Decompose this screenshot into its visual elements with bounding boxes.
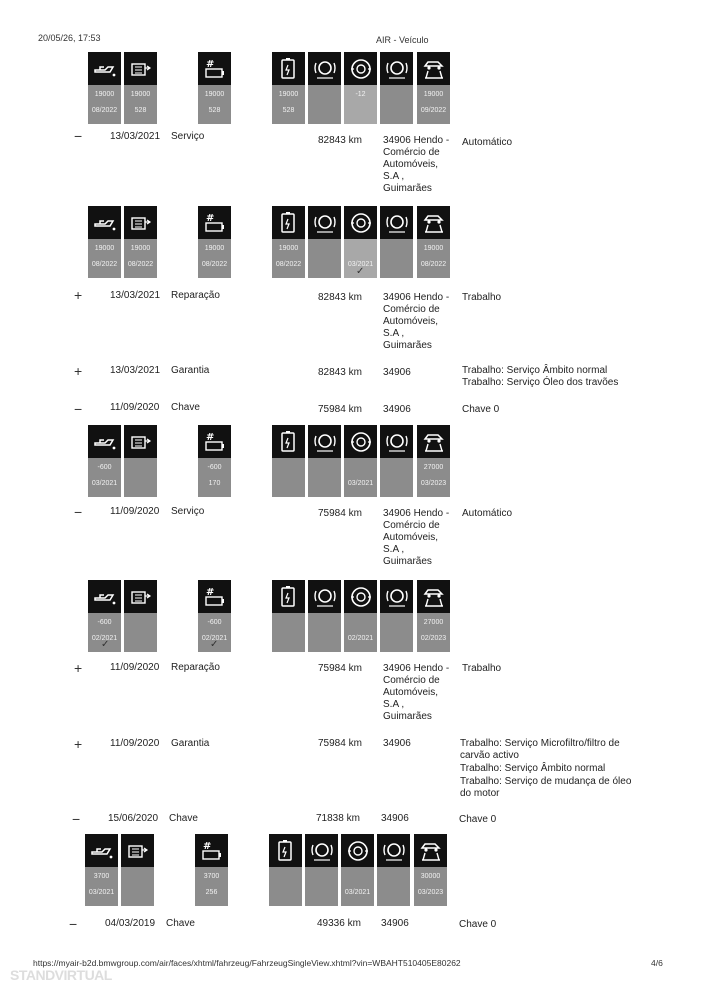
row-type: Garantia bbox=[171, 365, 210, 376]
service-tile-brake-rear bbox=[377, 834, 410, 906]
row-km: 75984 km bbox=[318, 738, 362, 749]
row-date: 11/09/2020 bbox=[110, 402, 160, 413]
row-note: Trabalho: Serviço Âmbito normal bbox=[462, 365, 608, 376]
service-tile-oil: -600 03/2021 bbox=[88, 425, 121, 497]
ventilation-filter-icon bbox=[202, 210, 228, 236]
check-mark: ✓ bbox=[101, 639, 110, 650]
page-title: AIR - Veículo bbox=[376, 35, 429, 45]
service-tile-brake-front bbox=[305, 834, 338, 906]
brake-disc-icon bbox=[348, 584, 374, 610]
brake-front-icon bbox=[312, 56, 338, 82]
service-tile-battery bbox=[269, 834, 302, 906]
service-tile-brake-disc: -12 bbox=[344, 52, 377, 124]
row-type: Chave bbox=[166, 918, 195, 929]
row-dealer: 34906 Hendo - Comércio de Automóveis, S.A , Guimarães bbox=[383, 663, 450, 722]
collapse-toggle[interactable]: − bbox=[74, 401, 83, 417]
battery-icon bbox=[276, 56, 302, 82]
ventilation-filter-icon bbox=[202, 584, 228, 610]
ventilation-filter-icon bbox=[202, 56, 228, 82]
collapse-toggle[interactable]: − bbox=[74, 504, 83, 520]
battery-icon bbox=[276, 429, 302, 455]
row-dealer: 34906 bbox=[381, 918, 409, 929]
brake-rear-icon bbox=[384, 584, 410, 610]
row-km: 82843 km bbox=[318, 367, 362, 378]
row-note: Chave 0 bbox=[459, 919, 497, 930]
service-tile-brake-front bbox=[308, 580, 341, 652]
service-tile-oil: -600 02/2021 bbox=[88, 580, 121, 652]
service-tile-vehicle-check: 27000 03/2023 bbox=[417, 425, 450, 497]
oil-can-icon bbox=[92, 56, 118, 82]
row-type: Chave bbox=[169, 813, 198, 824]
row-type: Chave bbox=[171, 402, 200, 413]
oil-can-icon bbox=[92, 429, 118, 455]
row-note: Trabalho: Serviço Âmbito normal bbox=[460, 763, 606, 774]
service-tile-battery: 19000 528 bbox=[272, 52, 305, 124]
check-mark: ✓ bbox=[210, 639, 219, 650]
brake-disc-icon bbox=[348, 56, 374, 82]
service-tile-vehicle-check: 19000 09/2022 bbox=[417, 52, 450, 124]
row-km: 82843 km bbox=[318, 135, 362, 146]
row-dealer: 34906 bbox=[381, 813, 409, 824]
service-tile-battery bbox=[272, 580, 305, 652]
service-tile-vehicle-check: 30000 03/2023 bbox=[414, 834, 447, 906]
row-km: 75984 km bbox=[318, 508, 362, 519]
row-date: 11/09/2020 bbox=[110, 662, 160, 673]
row-type: Garantia bbox=[171, 738, 210, 749]
car-lift-icon bbox=[421, 429, 447, 455]
row-dealer: 34906 bbox=[383, 367, 411, 378]
service-tile-brake-rear bbox=[380, 425, 413, 497]
brake-front-icon bbox=[312, 429, 338, 455]
row-date: 11/09/2020 bbox=[110, 738, 160, 749]
brake-front-icon bbox=[312, 584, 338, 610]
row-note: Trabalho: Serviço Óleo dos travões bbox=[462, 377, 619, 388]
service-tile-filter: 19000 528 bbox=[124, 52, 157, 124]
service-tile-vehicle-check: 27000 02/2023 bbox=[417, 580, 450, 652]
expand-toggle[interactable]: + bbox=[74, 660, 83, 676]
row-note: Trabalho bbox=[462, 663, 502, 674]
row-date: 13/03/2021 bbox=[110, 290, 161, 301]
brake-front-icon bbox=[312, 210, 338, 236]
row-note: Chave 0 bbox=[459, 814, 497, 825]
watermark: STANDVIRTUAL bbox=[10, 967, 112, 983]
service-tile-vent: 3700 256 bbox=[195, 834, 228, 906]
service-tile-brake-rear bbox=[380, 52, 413, 124]
row-date: 13/03/2021 bbox=[110, 365, 161, 376]
battery-icon bbox=[273, 838, 299, 864]
car-lift-icon bbox=[421, 56, 447, 82]
row-type: Reparação bbox=[171, 290, 220, 301]
brake-rear-icon bbox=[384, 56, 410, 82]
service-tile-vent: -600 170 bbox=[198, 425, 231, 497]
row-note: Automático bbox=[462, 508, 513, 519]
car-lift-icon bbox=[421, 210, 447, 236]
car-lift-icon bbox=[421, 584, 447, 610]
expand-toggle[interactable]: + bbox=[74, 363, 83, 379]
service-tile-oil: 19000 08/2022 bbox=[88, 52, 121, 124]
row-date: 15/06/2020 bbox=[108, 813, 159, 824]
brake-disc-icon bbox=[348, 210, 374, 236]
row-note: Trabalho bbox=[462, 292, 502, 303]
page-number: 4/6 bbox=[651, 958, 663, 968]
brake-rear-icon bbox=[384, 429, 410, 455]
oil-can-icon bbox=[92, 210, 118, 236]
check-mark: ✓ bbox=[356, 266, 365, 277]
filter-icon bbox=[128, 56, 154, 82]
battery-icon bbox=[276, 584, 302, 610]
collapse-toggle[interactable]: − bbox=[72, 811, 81, 827]
service-tile-vehicle-check: 19000 08/2022 bbox=[417, 206, 450, 278]
ventilation-filter-icon bbox=[202, 429, 228, 455]
row-dealer: 34906 Hendo - Comércio de Automóveis, S.A , Guimarães bbox=[383, 508, 450, 567]
row-km: 49336 km bbox=[317, 918, 361, 929]
service-tile-brake-disc: 03/2021 bbox=[341, 834, 374, 906]
row-date: 04/03/2019 bbox=[105, 918, 156, 929]
print-datetime: 20/05/26, 17:53 bbox=[38, 33, 101, 43]
collapse-toggle[interactable]: − bbox=[74, 128, 83, 144]
row-dealer: 34906 bbox=[383, 738, 411, 749]
service-tile-filter bbox=[121, 834, 154, 906]
service-tile-oil: 19000 08/2022 bbox=[88, 206, 121, 278]
row-note: Trabalho: Serviço de mudança de óleo do motor bbox=[460, 776, 632, 799]
oil-can-icon bbox=[89, 838, 115, 864]
service-tile-vent: 19000 08/2022 bbox=[198, 206, 231, 278]
collapse-toggle[interactable]: − bbox=[69, 916, 78, 932]
service-tile-battery bbox=[272, 425, 305, 497]
service-tile-brake-front bbox=[308, 52, 341, 124]
page-url: https://myair-b2d.bmwgroup.com/air/faces/xhtml/fahrzeug/FahrzeugSingleView.xhtml?vin=WBAHT510405E80262 bbox=[33, 958, 461, 968]
service-tile-brake-front bbox=[308, 206, 341, 278]
row-type: Serviço bbox=[171, 506, 205, 517]
battery-icon bbox=[276, 210, 302, 236]
expand-toggle[interactable]: + bbox=[74, 287, 83, 303]
row-dealer: 34906 bbox=[383, 404, 411, 415]
service-tile-brake-disc: 02/2021 bbox=[344, 580, 377, 652]
service-tile-filter bbox=[124, 425, 157, 497]
row-type: Reparação bbox=[171, 662, 220, 673]
service-tile-oil: 3700 03/2021 bbox=[85, 834, 118, 906]
brake-rear-icon bbox=[384, 210, 410, 236]
row-dealer: 34906 Hendo - Comércio de Automóveis, S.A , Guimarães bbox=[383, 135, 450, 194]
row-date: 11/09/2020 bbox=[110, 506, 160, 517]
service-tile-brake-front bbox=[308, 425, 341, 497]
brake-rear-icon bbox=[381, 838, 407, 864]
service-tile-filter bbox=[124, 580, 157, 652]
row-date: 13/03/2021 bbox=[110, 131, 161, 142]
row-dealer: 34906 Hendo - Comércio de Automóveis, S.A , Guimarães bbox=[383, 292, 450, 351]
row-km: 75984 km bbox=[318, 404, 362, 415]
service-tile-brake-rear bbox=[380, 206, 413, 278]
service-tile-brake-rear bbox=[380, 580, 413, 652]
row-km: 71838 km bbox=[316, 813, 360, 824]
row-note: Chave 0 bbox=[462, 404, 500, 415]
service-tile-battery: 19000 08/2022 bbox=[272, 206, 305, 278]
row-type: Serviço bbox=[171, 131, 205, 142]
service-tile-brake-disc: 03/2021 bbox=[344, 206, 377, 278]
car-lift-icon bbox=[418, 838, 444, 864]
brake-front-icon bbox=[309, 838, 335, 864]
brake-disc-icon bbox=[348, 429, 374, 455]
row-note: Trabalho: Serviço Microfiltro/filtro de carvão activo bbox=[460, 738, 620, 761]
oil-can-icon bbox=[92, 584, 118, 610]
service-tile-brake-disc: 03/2021 bbox=[344, 425, 377, 497]
brake-disc-icon bbox=[345, 838, 371, 864]
filter-icon bbox=[125, 838, 151, 864]
row-km: 75984 km bbox=[318, 663, 362, 674]
ventilation-filter-icon bbox=[199, 838, 225, 864]
row-km: 82843 km bbox=[318, 292, 362, 303]
filter-icon bbox=[128, 584, 154, 610]
filter-icon bbox=[128, 210, 154, 236]
service-tile-vent: -600 02/2021 bbox=[198, 580, 231, 652]
service-tile-vent: 19000 528 bbox=[198, 52, 231, 124]
service-tile-filter: 19000 08/2022 bbox=[124, 206, 157, 278]
expand-toggle[interactable]: + bbox=[74, 736, 83, 752]
row-note: Automático bbox=[462, 137, 513, 148]
filter-icon bbox=[128, 429, 154, 455]
